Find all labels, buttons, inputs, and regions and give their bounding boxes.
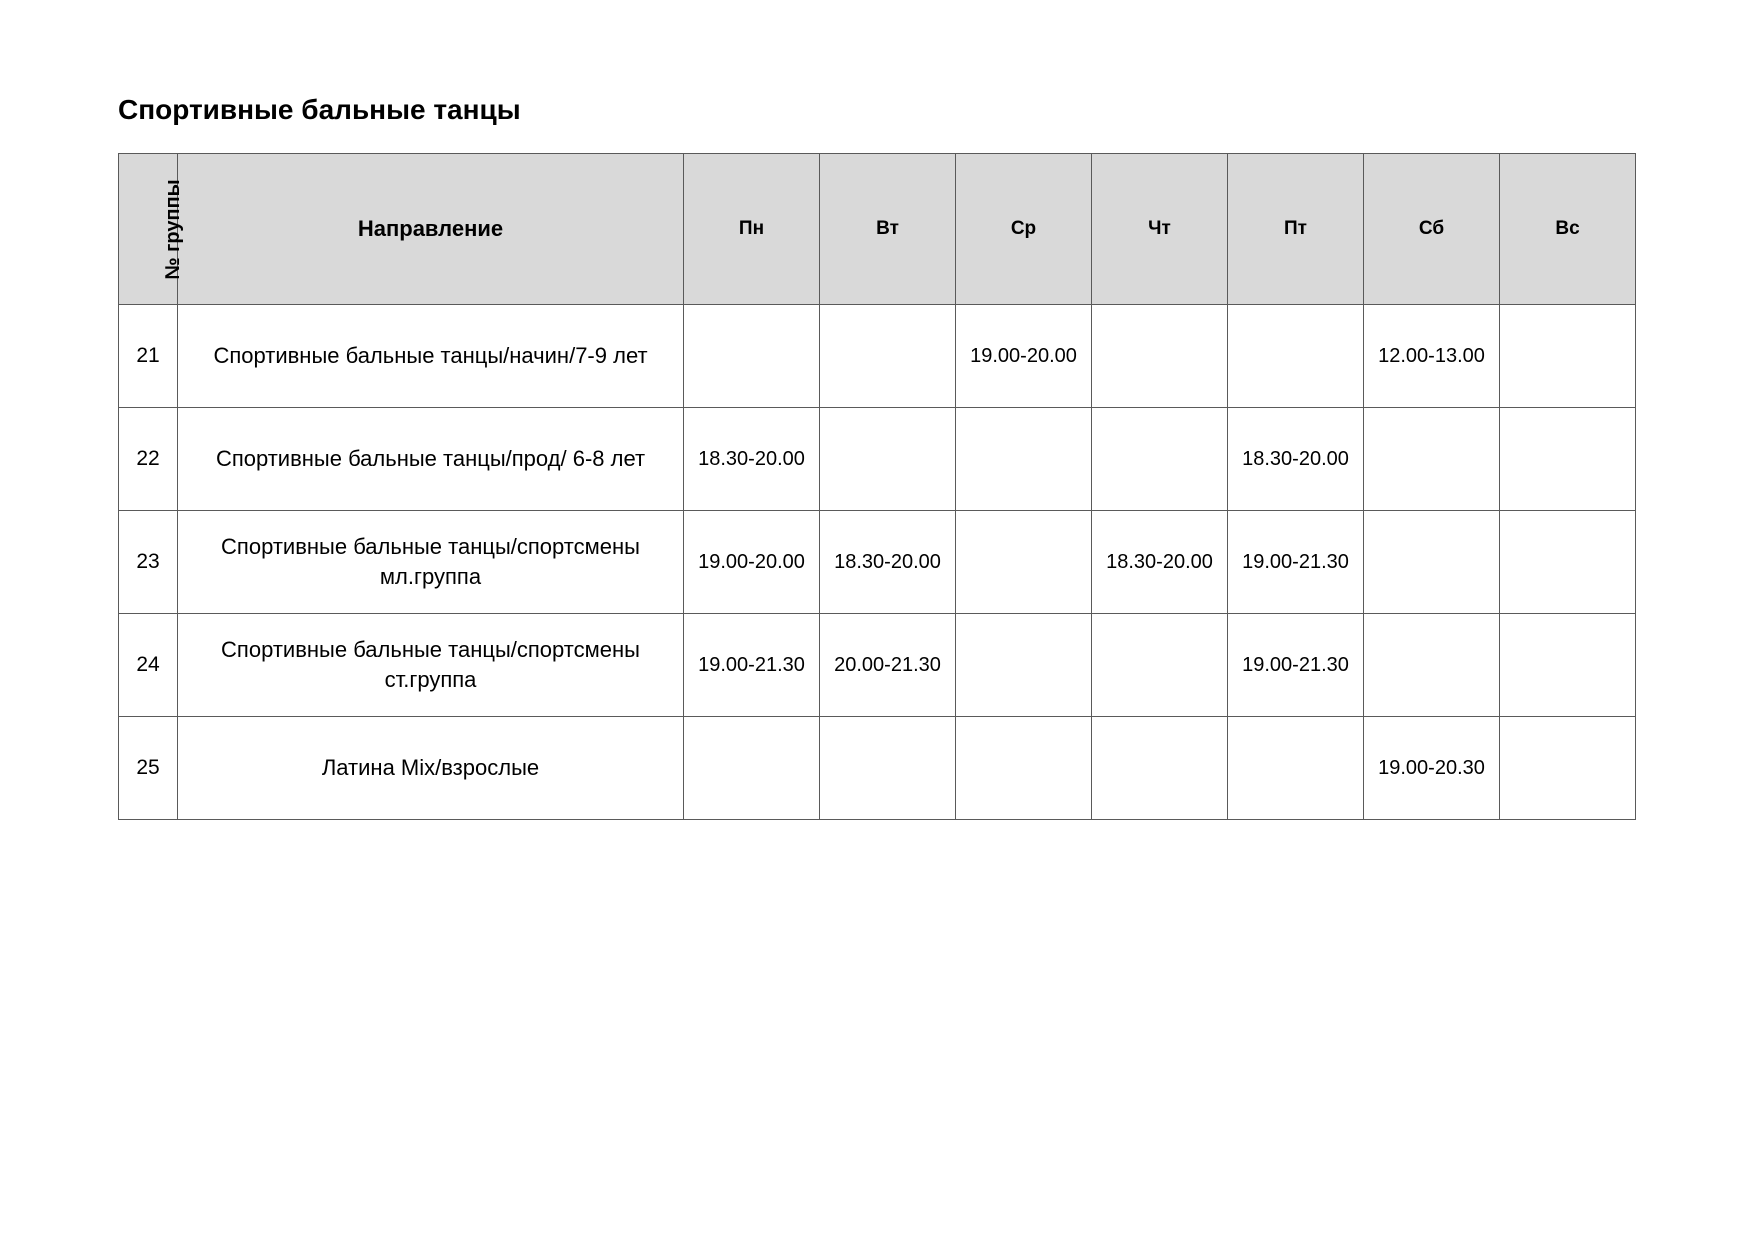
table-row (119, 614, 1636, 717)
table-row (119, 408, 1636, 511)
time-cell-tue (820, 305, 956, 408)
time-cell-sat (1364, 408, 1500, 511)
time-cell-wed (956, 408, 1092, 511)
time-cell-sat (1364, 511, 1500, 614)
time-cell-sun (1500, 305, 1636, 408)
time-cell-sun (1500, 717, 1636, 820)
time-cell-mon: 18.30-20.00 (684, 408, 820, 511)
time-cell-wed (956, 717, 1092, 820)
header-day-thu: Чт (1092, 154, 1228, 305)
time-cell-tue: 20.00-21.30 (820, 614, 956, 717)
time-cell-thu (1092, 614, 1228, 717)
header-day-sat: Сб (1364, 154, 1500, 305)
header-direction: Направление (178, 154, 684, 305)
time-cell-wed (956, 511, 1092, 614)
header-day-sun: Вс (1500, 154, 1636, 305)
table-row (119, 717, 1636, 820)
time-cell-sat: 19.00-20.30 (1364, 717, 1500, 820)
time-cell-fri (1228, 305, 1364, 408)
time-cell-sun (1500, 511, 1636, 614)
direction-cell: Спортивные бальные танцы/начин/7-9 лет (178, 305, 684, 408)
header-day-mon: Пн (684, 154, 820, 305)
header-day-fri: Пт (1228, 154, 1364, 305)
time-cell-mon: 19.00-21.30 (684, 614, 820, 717)
header-group-number (119, 154, 184, 305)
page-title: Спортивные бальные танцы (118, 94, 521, 125)
time-cell-sat: 12.00-13.00 (1364, 305, 1500, 408)
group-number-cell: 21 (119, 305, 178, 408)
time-cell-tue (820, 717, 956, 820)
group-number-cell: 25 (119, 717, 178, 820)
direction-cell: Спортивные бальные танцы/прод/ 6-8 лет (178, 408, 684, 511)
schedule-table (118, 153, 1636, 820)
time-cell-fri: 19.00-21.30 (1228, 614, 1364, 717)
header-row (119, 154, 1636, 305)
time-cell-mon: 19.00-20.00 (684, 511, 820, 614)
group-number-cell: 23 (119, 511, 178, 614)
header-day-wed: Ср (956, 154, 1092, 305)
time-cell-thu (1092, 305, 1228, 408)
time-cell-wed (956, 614, 1092, 717)
time-cell-sun (1500, 614, 1636, 717)
direction-cell: Спортивные бальные танцы/спортсмены ст.группа (178, 614, 684, 717)
header-day-tue: Вт (820, 154, 956, 305)
time-cell-fri: 18.30-20.00 (1228, 408, 1364, 511)
time-cell-fri (1228, 717, 1364, 820)
time-cell-sat (1364, 614, 1500, 717)
time-cell-thu (1092, 408, 1228, 511)
table-row (119, 305, 1636, 408)
direction-cell: Спортивные бальные танцы/спортсмены мл.группа (178, 511, 684, 614)
time-cell-wed: 19.00-20.00 (956, 305, 1092, 408)
time-cell-sun (1500, 408, 1636, 511)
time-cell-tue: 18.30-20.00 (820, 511, 956, 614)
table-row (119, 511, 1636, 614)
time-cell-tue (820, 408, 956, 511)
time-cell-thu: 18.30-20.00 (1092, 511, 1228, 614)
time-cell-thu (1092, 717, 1228, 820)
direction-cell: Латина Mix/взрослые (178, 717, 684, 820)
header-group-number-label: № группы (161, 178, 184, 280)
time-cell-mon (684, 717, 820, 820)
group-number-cell: 22 (119, 408, 178, 511)
group-number-cell: 24 (119, 614, 178, 717)
time-cell-fri: 19.00-21.30 (1228, 511, 1364, 614)
time-cell-mon (684, 305, 820, 408)
